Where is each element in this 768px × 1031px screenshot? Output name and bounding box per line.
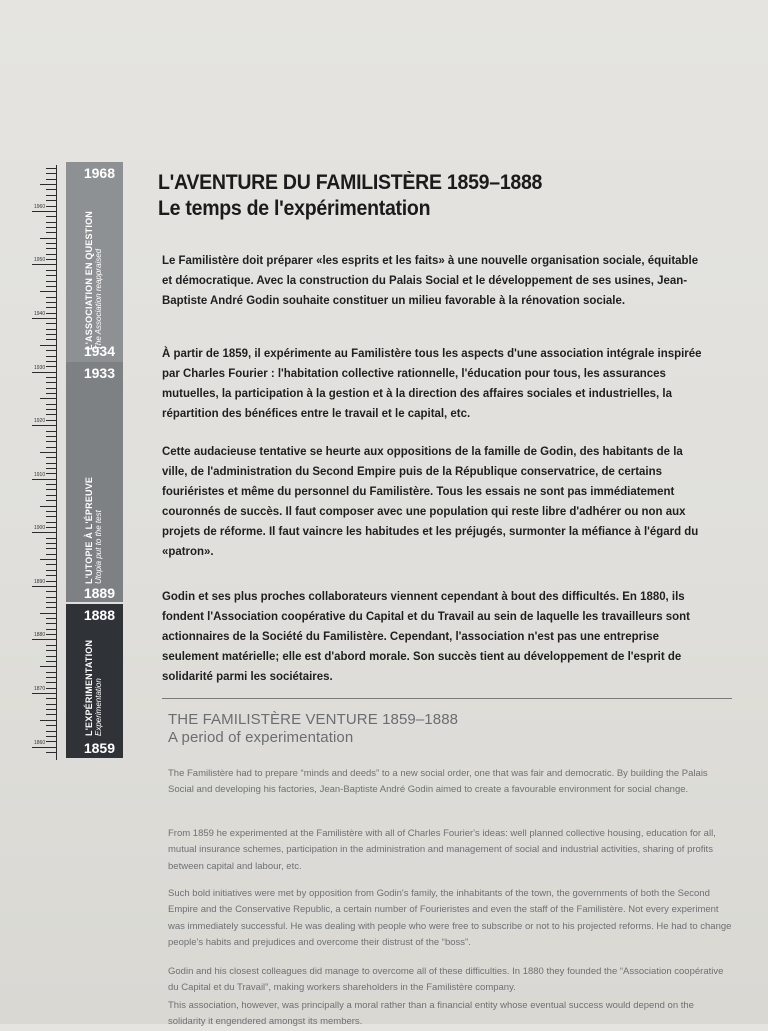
timeline-tick	[46, 516, 56, 517]
timeline-tick	[32, 425, 56, 426]
timeline-tick-label: 1900	[34, 525, 46, 532]
timeline-tick	[46, 168, 56, 169]
timeline-tick	[46, 677, 56, 678]
period-start-year: 1934	[83, 343, 115, 359]
english-paragraph	[168, 964, 733, 997]
period-label-en: The Association reappraised	[94, 248, 103, 350]
timeline-tick	[46, 232, 56, 233]
timeline-tick	[46, 431, 56, 432]
timeline-tick	[46, 698, 56, 699]
timeline-tick	[46, 270, 56, 271]
timeline-period-utopie	[66, 362, 123, 602]
timeline-tick	[46, 436, 56, 437]
timeline-tick	[46, 334, 56, 335]
period-label	[84, 477, 103, 584]
timeline-tick	[46, 388, 56, 389]
period-label-fr: L'ASSOCIATION EN QUESTION	[84, 211, 94, 350]
timeline-tick	[46, 564, 56, 565]
timeline-tick	[46, 463, 56, 464]
timeline-tick	[46, 414, 56, 415]
timeline-tick	[46, 714, 56, 715]
timeline-tick	[46, 356, 56, 357]
period-end-year: 1968	[83, 165, 115, 181]
period-start-year: 1889	[83, 585, 115, 601]
timeline-tick	[46, 302, 56, 303]
french-paragraph	[162, 343, 742, 423]
period-label-fr: L'UTOPIE À L'ÉPREUVE	[84, 476, 94, 584]
timeline-tick	[46, 500, 56, 501]
timeline-tick	[46, 366, 56, 367]
timeline-period-association	[66, 162, 123, 362]
period-label	[84, 211, 103, 350]
timeline-tick	[32, 747, 56, 748]
timeline-tick	[46, 645, 56, 646]
period-start-year: 1859	[83, 740, 115, 756]
timeline-tick	[46, 548, 56, 549]
english-paragraph	[168, 766, 733, 799]
french-paragraph	[162, 250, 742, 310]
timeline-tick-label: 1960	[34, 203, 46, 210]
timeline-tick	[46, 404, 56, 405]
timeline-tick	[32, 639, 56, 640]
timeline-tick	[46, 543, 56, 544]
timeline-period-experimentation	[66, 604, 123, 758]
timeline-tick	[46, 179, 56, 180]
timeline-tick	[40, 345, 56, 346]
timeline-tick	[46, 752, 56, 753]
timeline-tick	[46, 173, 56, 174]
timeline-tick	[46, 581, 56, 582]
timeline-tick	[46, 297, 56, 298]
timeline-tick	[46, 623, 56, 624]
timeline-tick	[40, 452, 56, 453]
timeline-tick	[46, 538, 56, 539]
timeline-tick	[46, 339, 56, 340]
timeline-tick	[46, 682, 56, 683]
timeline-tick	[40, 291, 56, 292]
timeline-tick	[40, 238, 56, 239]
section-divider	[162, 698, 732, 699]
timeline-tick	[46, 281, 56, 282]
timeline-tick	[46, 216, 56, 217]
french-paragraph-text: À partir de 1859, il expérimente au Familistère tous les aspects d'une association intégrale inspirée par Charles Fourier : l'habitation collective rationnelle, l'éducation pour tous, les assurances mutuelles, la participation à la gestion et à la direction des affaires sociales et industrielles, la répartition des bénéfices entre le travail et le capital, etc.	[162, 346, 702, 420]
timeline-tick	[46, 248, 56, 249]
timeline-tick	[46, 634, 56, 635]
french-title: L'AVENTURE DU FAMILISTÈRE 1859–1888	[158, 171, 543, 194]
timeline-tick	[46, 731, 56, 732]
timeline-tick	[46, 468, 56, 469]
timeline-tick-label: 1910	[34, 471, 46, 478]
timeline-tick	[46, 704, 56, 705]
timeline-tick	[40, 666, 56, 667]
english-paragraph-text: Godin and his closest colleagues did manage to overcome all of these difficulties. In 1880 they founded the “Association coopérative du Capital et du Travail”, making workers shareholders in the Familistère company.	[168, 966, 724, 994]
timeline-tick	[46, 286, 56, 287]
timeline	[0, 0, 130, 1024]
timeline-tick	[46, 259, 56, 260]
timeline-tick-label: 1890	[34, 578, 46, 585]
english-paragraph	[168, 826, 733, 875]
timeline-tick	[32, 264, 56, 265]
timeline-tick	[46, 570, 56, 571]
timeline-tick	[46, 511, 56, 512]
timeline-tick	[46, 382, 56, 383]
timeline-tick	[46, 672, 56, 673]
timeline-tick-label: 1920	[34, 418, 46, 425]
timeline-tick	[46, 495, 56, 496]
timeline-tick	[40, 613, 56, 614]
timeline-tick	[46, 222, 56, 223]
timeline-tick	[40, 559, 56, 560]
timeline-tick	[46, 575, 56, 576]
english-paragraph	[168, 998, 733, 1031]
english-subtitle: A period of experimentation	[168, 729, 354, 746]
timeline-tick	[46, 329, 56, 330]
timeline-tick	[46, 350, 56, 351]
timeline-tick	[32, 372, 56, 373]
english-paragraph-text: From 1859 he experimented at the Familistère with all of Charles Fourier's ideas: well planned collective housing, education for all, mutual insurance schemes, participation in the administration and management of social and industrial activities, sharing of profits between capital and labour, etc.	[168, 828, 716, 872]
timeline-tick	[46, 709, 56, 710]
timeline-tick	[46, 254, 56, 255]
timeline-tick	[46, 591, 56, 592]
english-paragraph-text: The Familistère had to prepare “minds and deeds” to a new social order, one that was fair and democratic. By building the Palais Social and developing his factories, Jean-Baptiste André Godin aimed to create a favourable environment for social change.	[168, 768, 708, 796]
timeline-tick	[46, 554, 56, 555]
timeline-tick	[46, 195, 56, 196]
timeline-tick	[46, 473, 56, 474]
timeline-tick	[46, 736, 56, 737]
french-paragraph-text: Godin et ses plus proches collaborateurs viennent cependant à bout des difficultés. En 1880, ils fondent l'Association coopérative du Capital et du Travail au sein de laquelle les travailleurs sont actionnaires de la Société du Familistère. Cependant, l'association n'est pas une entreprise seulement matérielle; elle est d'abord morale. Son succès tient au développement de l'esprit de solidarité parmi les sociétaires.	[162, 589, 690, 683]
timeline-tick	[46, 650, 56, 651]
timeline-tick	[32, 532, 56, 533]
english-paragraph-text: This association, however, was principally a moral rather than a financial entity whose eventual success would depend on the solidarity it engendered amongst its members.	[168, 1000, 694, 1028]
timeline-tick	[46, 457, 56, 458]
timeline-tick	[32, 318, 56, 319]
timeline-tick-label: 1880	[34, 632, 46, 639]
timeline-tick	[46, 661, 56, 662]
timeline-ruler	[56, 165, 57, 760]
timeline-tick	[46, 725, 56, 726]
english-heading	[168, 711, 728, 747]
period-end-year: 1933	[83, 365, 115, 381]
period-end-year: 1888	[83, 607, 115, 623]
period-label	[84, 640, 103, 736]
french-paragraph	[162, 586, 742, 686]
french-paragraph	[162, 441, 742, 561]
english-paragraph	[168, 886, 733, 951]
timeline-tick	[46, 243, 56, 244]
timeline-tick	[46, 597, 56, 598]
timeline-tick	[40, 184, 56, 185]
period-label-fr: L'EXPÉRIMENTATION	[84, 639, 94, 736]
timeline-tick	[40, 720, 56, 721]
timeline-tick	[46, 656, 56, 657]
french-heading	[158, 170, 718, 222]
timeline-tick	[46, 361, 56, 362]
timeline-tick-label: 1950	[34, 257, 46, 264]
timeline-tick	[46, 484, 56, 485]
timeline-tick-label: 1940	[34, 311, 46, 318]
timeline-tick	[46, 522, 56, 523]
timeline-tick	[46, 409, 56, 410]
timeline-tick	[46, 420, 56, 421]
timeline-tick	[46, 377, 56, 378]
timeline-tick	[46, 200, 56, 201]
timeline-tick	[46, 227, 56, 228]
timeline-tick	[46, 629, 56, 630]
timeline-tick	[40, 506, 56, 507]
timeline-tick-label: 1860	[34, 739, 46, 746]
french-subtitle: Le temps de l'expérimentation	[158, 197, 431, 220]
timeline-tick	[46, 323, 56, 324]
timeline-tick	[46, 206, 56, 207]
timeline-tick	[46, 307, 56, 308]
timeline-tick	[40, 398, 56, 399]
period-label-en: Utopia put to the test	[94, 510, 103, 584]
timeline-tick	[46, 618, 56, 619]
english-paragraph-text: Such bold initiatives were met by opposition from Godin's family, the inhabitants of the town, the governments of both the Second Empire and the Conservative Republic, a certain number of Fourieristes and even the staff of the Familistère. Not every experiment was immediately successful. He was dealing with people who were free to subscribe or not to his projected reforms. He had to change people's habits and prejudices and overcome their distrust of the “boss”.	[168, 888, 732, 948]
timeline-tick-label: 1930	[34, 364, 46, 371]
timeline-tick	[46, 441, 56, 442]
timeline-tick	[46, 275, 56, 276]
timeline-tick-label: 1870	[34, 686, 46, 693]
timeline-tick	[46, 313, 56, 314]
timeline-tick	[46, 741, 56, 742]
timeline-tick	[46, 189, 56, 190]
timeline-tick	[46, 602, 56, 603]
timeline-tick	[46, 527, 56, 528]
timeline-tick	[32, 586, 56, 587]
timeline-tick	[46, 489, 56, 490]
timeline-tick	[46, 688, 56, 689]
timeline-tick	[46, 447, 56, 448]
timeline-tick	[32, 479, 56, 480]
timeline-tick	[46, 393, 56, 394]
period-label-en: Experimentation	[94, 678, 103, 736]
french-paragraph-text: Le Familistère doit préparer «les esprits et les faits» à une nouvelle organisation sociale, équitable et démocratique. Avec la construction du Palais Social et le développement de ses usines, Jean-Baptiste André Godin souhaite constituer un milieu favorable à la rénovation sociale.	[162, 253, 699, 307]
french-paragraph-text: Cette audacieuse tentative se heurte aux oppositions de la famille de Godin, des habitants de la ville, de l'administration du Second Empire puis de la République conservatrice, de certains fouriéristes et même du personnel du Familistère. Tous les essais ne sont pas immédiatement couronnés de succès. Il faut composer avec une population qui reste libre d'adhérer ou non aux projets de réforme. Il faut vaincre les habitudes et les préjugés, surmonter la méfiance à l'égard du «patron».	[162, 444, 699, 558]
timeline-tick	[32, 211, 56, 212]
english-title: THE FAMILISTÈRE VENTURE 1859–1888	[168, 711, 459, 728]
timeline-tick	[32, 693, 56, 694]
timeline-tick	[46, 607, 56, 608]
